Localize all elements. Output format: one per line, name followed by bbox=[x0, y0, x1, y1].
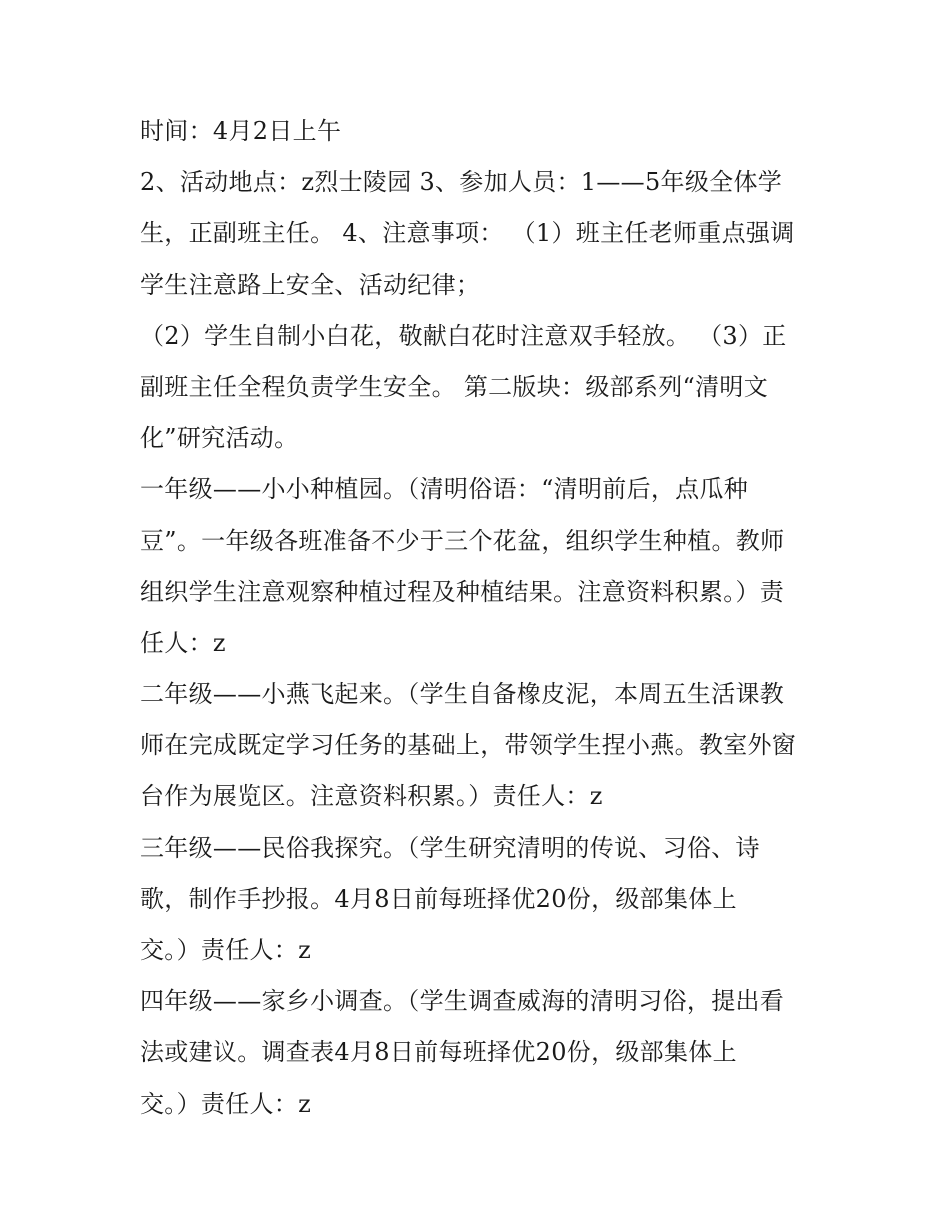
document-body bbox=[140, 106, 820, 1130]
text-line-grade-four-2: 法或建议。调查表4月8日前每班择优20份，级部集体上 bbox=[140, 1038, 737, 1067]
text-line-section-two-end: 化”研究活动。 bbox=[140, 424, 299, 453]
text-line-grade-one-1: 一年级——小小种植园。（清明俗语：“清明前后，点瓜种 bbox=[140, 475, 749, 504]
text-line-notes-3: （2）学生自制小白花，敬献白花时注意双手轻放。 （3）正 bbox=[140, 321, 787, 350]
text-line-location-participants: 2、活动地点：z烈士陵园 3、参加人员：1——5年级全体学 bbox=[140, 168, 783, 197]
text-line-grade-three-2: 歌，制作手抄报。4月8日前每班择优20份，级部集体上 bbox=[140, 884, 737, 913]
text-line-time: 时间：4月2日上午 bbox=[140, 117, 342, 145]
text-line-grade-four-3: 交。）责任人：z bbox=[140, 1089, 312, 1118]
text-line-notes-2: 学生注意路上安全、活动纪律； bbox=[140, 270, 481, 299]
text-line-grade-one-2: 豆”。一年级各班准备不少于三个花盆，组织学生种植。教师 bbox=[140, 526, 785, 555]
text-line-notes-1: 生，正副班主任。 4、注意事项： （1）班主任老师重点强调 bbox=[140, 219, 795, 248]
text-line-grade-three-3: 交。）责任人：z bbox=[140, 936, 312, 964]
text-line-grade-two-1: 二年级——小燕飞起来。（学生自备橡皮泥，本周五生活课教 bbox=[140, 680, 785, 709]
text-line-grade-three-1: 三年级——民俗我探究。（学生研究清明的传说、习俗、诗 bbox=[140, 833, 760, 862]
text-line-section-two: 副班主任全程负责学生安全。 第二版块：级部系列“清明文 bbox=[140, 372, 768, 401]
text-line-grade-four-1: 四年级——家乡小调查。（学生调查威海的清明习俗，提出看 bbox=[140, 987, 785, 1016]
text-line-grade-one-4: 任人：z bbox=[140, 628, 226, 657]
text-line-grade-one-3: 组织学生注意观察种植过程及种植结果。注意资料积累。）责 bbox=[140, 577, 785, 606]
text-line-grade-two-3: 台作为展览区。注意资料积累。）责任人：z bbox=[140, 782, 603, 811]
text-line-grade-two-2: 师在完成既定学习任务的基础上，带领学生捏小燕。教室外窗 bbox=[140, 731, 797, 760]
